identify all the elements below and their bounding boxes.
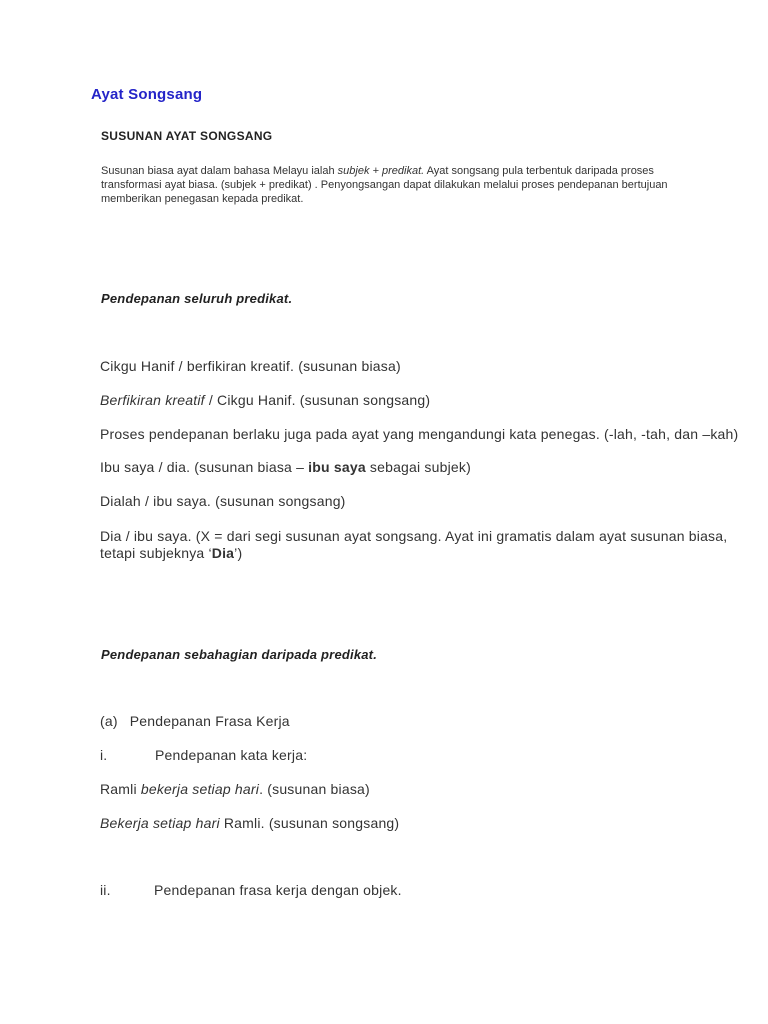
intro-line-2: transformasi ayat biasa. (subjek + predikat) . Penyongsangan dapat dilakukan melalui proses pendepanan bertujuan [101,179,668,191]
example-8 [100,815,399,832]
example-2 [100,392,430,409]
section-heading-2: Pendepanan sebahagian daripada predikat. [101,647,378,662]
example-text: / Cikgu Hanif. (susunan songsang) [204,392,431,408]
example-7 [100,781,370,798]
example-emphasis: Berfikiran kreatif [100,392,205,408]
list-marker: i. [100,747,108,763]
example-5: Dialah / ibu saya. (susunan songsang) [100,493,346,509]
intro-text: Ayat songsang pula terbentuk daripada proses [424,165,654,177]
intro-emphasis: subjek + predikat. [337,165,425,177]
example-6-line-2 [100,545,727,562]
list-text: Pendepanan frasa kerja dengan objek. [154,882,402,898]
list-marker: (a) [100,713,118,729]
example-text: tetapi subjeknya ‘ [100,545,212,561]
item-i [100,747,307,764]
list-text: Pendepanan kata kerja: [155,747,308,763]
example-bold: ibu saya [308,459,366,475]
list-marker: ii. [100,882,111,898]
example-text: Ramli. (susunan songsang) [219,815,400,831]
item-ii [100,882,402,899]
example-bold: Dia [211,545,235,561]
example-1: Cikgu Hanif / berfikiran kreatif. (susunan biasa) [100,358,401,374]
subsection-a [100,713,290,730]
section-subheading: SUSUNAN AYAT SONGSANG [101,129,273,143]
example-text: sebagai subjek) [365,459,471,475]
example-text: Ibu saya / dia. (susunan biasa – [100,459,309,475]
list-text: Pendepanan Frasa Kerja [129,713,290,729]
example-emphasis: bekerja setiap hari [140,781,260,797]
intro-text: Susunan biasa ayat dalam bahasa Melayu ialah [101,165,338,177]
example-3: Proses pendepanan berlaku juga pada ayat yang mengandungi kata penegas. (-lah, -tah, dan –kah) [100,426,739,442]
example-text: Ramli [100,781,141,797]
example-text: ’) [234,545,243,561]
document-title: Ayat Songsang [91,86,203,103]
example-4 [100,459,471,476]
example-text: . (susunan biasa) [259,781,370,797]
example-6-line-1: Dia / ibu saya. (X = dari segi susunan ayat songsang. Ayat ini gramatis dalam ayat susunan biasa, [100,528,728,544]
intro-paragraph [101,164,768,206]
intro-line-3: memberikan penegasan kepada predikat. [101,193,304,205]
example-emphasis: Bekerja setiap hari [100,815,220,831]
intro-line-1 [101,164,768,178]
example-6 [100,528,727,562]
section-heading-1: Pendepanan seluruh predikat. [101,291,293,306]
